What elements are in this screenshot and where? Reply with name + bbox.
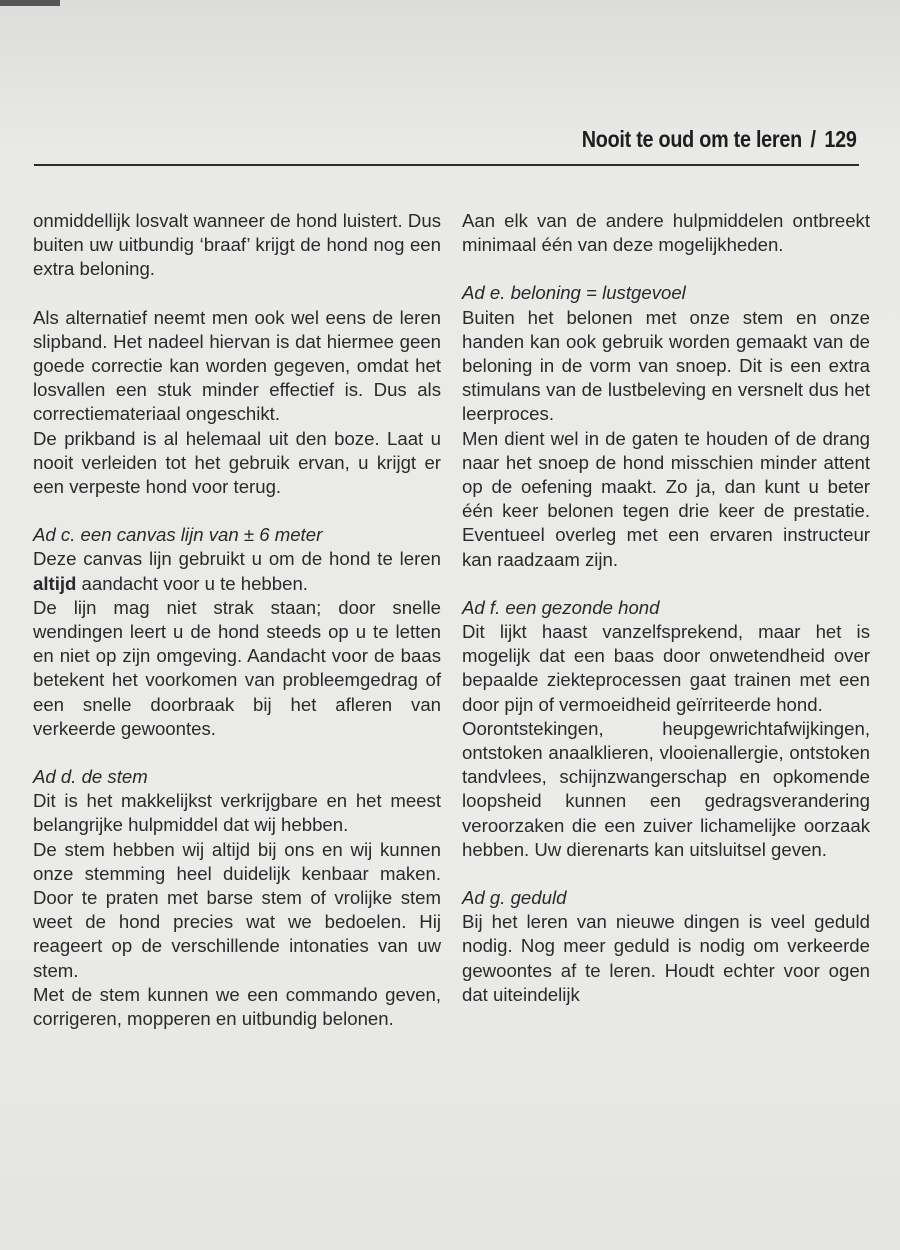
left-column [33,209,441,1031]
header-rule [34,164,859,166]
right-column [462,209,870,1007]
paragraph: Oorontstekingen, heupgewrichtafwijkingen, ontstoken anaalklieren, vlooienallergie, ontstoken tandvlees, schijnzwangerschap en opkomende loopsheid kunnen een gedragsverandering veroorzaken die een zuiver lichamelijke oorzaak hebben. Uw dierenarts kan uitsluitsel geven. [462,717,870,860]
paragraph: De stem hebben wij altijd bij ons en wij kunnen onze stemming heel duidelijk kenbaar maken. Door te praten met barse stem of vrolijke stem weet de hond precies wat we bedoelen. Hij reageert op de verschillende intonaties van uw stem. [33,838,441,981]
paragraph: Men dient wel in de gaten te houden of de drang naar het snoep de hond misschien minder attent op de oefening maakt. Zo ja, dan kunt u beter één keer belonen tegen drie keer de prestatie. Eventueel overleg met een ervaren instructeur kan raadzaam zijn. [462,427,870,570]
running-header [582,126,857,153]
paragraph: Buiten het belonen met onze stem en onze handen kan ook gebruik worden gemaakt van de beloning in de vorm van snoep. Dit is een extra stimulans van de lustbeleving en versnelt dus het leerproces. [462,306,870,425]
text-run: Deze canvas lijn gebruikt u om de hond te leren [33,548,441,570]
chapter-title: Nooit te oud om te leren [582,126,803,152]
bold-word: altijd [33,572,77,594]
paragraph-gap [462,257,870,281]
section-heading-f: Ad f. een gezonde hond [462,596,660,618]
paragraph-gap [33,282,441,306]
section-heading-c: Ad c. een canvas lijn van ± 6 meter [33,524,323,546]
paragraph-gap [33,499,441,523]
page-corner-shadow [0,0,60,6]
paragraph-gap [462,862,870,886]
paragraph: Dit is het makkelijkst verkrijgbare en het meest belangrijke hulpmiddel dat wij hebben. [33,790,441,836]
paragraph-gap [462,572,870,596]
paragraph: Bij het leren van nieuwe dingen is veel geduld nodig. Nog meer geduld is nodig om verkeerde gewoontes af te leren. Houdt echter voor ogen dat uiteindelijk [462,911,870,1005]
paragraph: De prikband is al helemaal uit den boze. Laat u nooit verleiden tot het gebruik ervan, u krijgt er een verpeste hond voor terug. [33,427,441,498]
paragraph: onmiddellijk losvalt wanneer de hond luistert. Dus buiten uw uitbundig ‘braaf’ krijgt de hond nog een extra beloning. [33,210,441,280]
section-heading-d: Ad d. de stem [33,766,148,788]
section-heading-e: Ad e. beloning = lustgevoel [462,282,686,304]
paragraph [33,547,441,595]
header-separator: / [810,126,817,152]
text-run: aandacht voor u te hebben. [76,572,308,594]
paragraph: De lijn mag niet strak staan; door snelle wendingen leert u de hond steeds op u te letten en niet op zijn omgeving. Aandacht voor de baas betekent het voorkomen van probleemgedrag of een snelle doorbraak bij het afleren van verkeerde gewoontes. [33,596,441,739]
paragraph: Met de stem kunnen we een commando geven, corrigeren, mopperen en uitbundig belonen. [33,983,441,1030]
paragraph: Als alternatief neemt men ook wel eens de leren slipband. Het nadeel hiervan is dat hiermee geen goede correctie kan worden gegeven, omdat het losvallen een stuk minder effectief is. Dus als correctiemateriaal ongeschikt. [33,306,441,425]
section-heading-g: Ad g. geduld [462,887,567,909]
page-number: 129 [824,126,857,152]
paragraph: Dit lijkt haast vanzelfsprekend, maar het is mogelijk dat een baas door onwetendheid over bepaalde ziekteprocessen gaat trainen met een door pijn of vermoeidheid geïrriteerde hond. [462,621,870,715]
paragraph: Aan elk van de andere hulpmiddelen ontbreekt minimaal één van deze mogelijkheden. [462,210,870,256]
paragraph-gap [33,741,441,765]
